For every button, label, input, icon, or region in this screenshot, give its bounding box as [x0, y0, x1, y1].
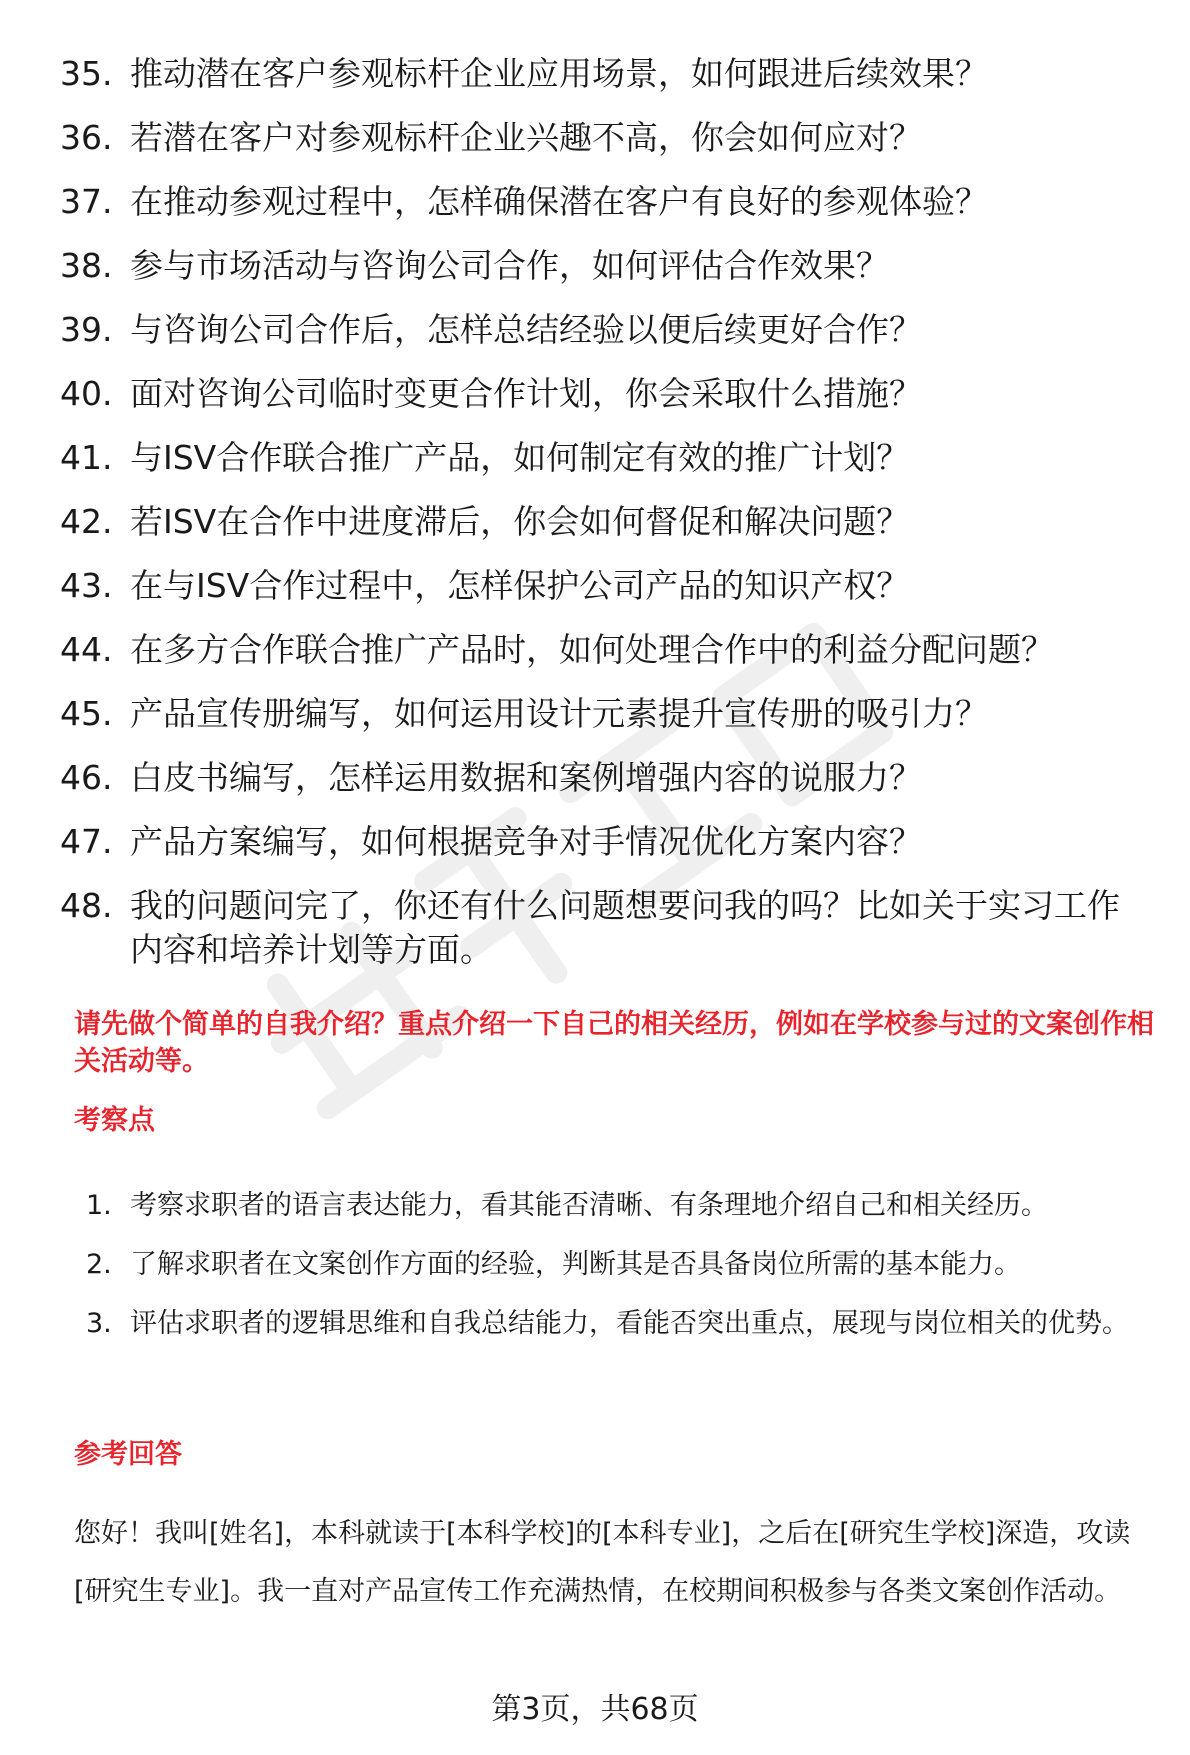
question-number: 36.: [60, 118, 113, 157]
question-number: 47.: [60, 822, 113, 861]
point-number: 2.: [86, 1249, 112, 1280]
kaocha-heading: 考察点: [74, 1105, 155, 1136]
question-text: 面对咨询公司临时变更合作计划，你会采取什么措施？: [130, 374, 922, 413]
question-item: [60, 756, 1150, 799]
question-text: 参与市场活动与咨询公司合作，如何评估合作效果？: [130, 246, 889, 285]
question-text: 若潜在客户对参观标杆企业兴趣不高，你会如何应对？: [130, 118, 922, 157]
question-item: [60, 884, 1150, 972]
question-text: 推动潜在客户参观标杆企业应用场景，如何跟进后续效果？: [130, 54, 988, 93]
question-number: 40.: [60, 374, 113, 413]
kaocha-point: [86, 1294, 1154, 1353]
kaocha-point-list: [86, 1176, 1154, 1353]
question-number: 46.: [60, 758, 113, 797]
question-item: [60, 52, 1150, 95]
question-item: [60, 116, 1150, 159]
question-number: 43.: [60, 566, 113, 605]
question-text: 产品宣传册编写，如何运用设计元素提升宣传册的吸引力？: [130, 694, 988, 733]
question-item: [60, 692, 1150, 735]
highlight-question: 请先做个简单的自我介绍？重点介绍一下自己的相关经历，例如在学校参与过的文案创作相关活动等。: [74, 1009, 1154, 1077]
question-text: 我的问题问完了，你还有什么问题想要问我的吗？比如关于实习工作内容和培养计划等方面。: [130, 886, 1120, 969]
cankao-heading: 参考回答: [74, 1439, 182, 1470]
point-number: 3.: [86, 1308, 112, 1339]
question-number: 42.: [60, 502, 113, 541]
question-text: 在与ISV合作过程中，怎样保护公司产品的知识产权？: [130, 566, 910, 605]
question-item: [60, 372, 1150, 415]
question-list: [60, 52, 1150, 993]
point-text: 考察求职者的语言表达能力，看其能否清晰、有条理地介绍自己和相关经历。: [130, 1190, 1048, 1221]
question-number: 48.: [60, 886, 113, 925]
question-text: 与咨询公司合作后，怎样总结经验以便后续更好合作？: [130, 310, 922, 349]
reference-answer: 您好！我叫[姓名]，本科就读于[本科学校]的[本科专业]，之后在[研究生学校]深造，攻读[研究生专业]。我一直对产品宣传工作充满热情，在校期间积极参与各类文案创作活动。: [74, 1518, 1131, 1607]
question-item: [60, 308, 1150, 351]
question-text: 若ISV在合作中进度滞后，你会如何督促和解决问题？: [130, 502, 910, 541]
kaocha-point: [86, 1176, 1154, 1235]
question-text: 在多方合作联合推广产品时，如何处理合作中的利益分配问题？: [130, 630, 1054, 669]
point-text: 评估求职者的逻辑思维和自我总结能力，看能否突出重点，展现与岗位相关的优势。: [130, 1308, 1129, 1339]
question-number: 45.: [60, 694, 113, 733]
question-number: 41.: [60, 438, 113, 477]
question-item: [60, 628, 1150, 671]
question-text: 产品方案编写，如何根据竞争对手情况优化方案内容？: [130, 822, 922, 861]
question-item: [60, 820, 1150, 863]
question-number: 37.: [60, 182, 113, 221]
question-item: [60, 500, 1150, 543]
question-item: [60, 436, 1150, 479]
question-text: 在推动参观过程中，怎样确保潜在客户有良好的参观体验？: [130, 182, 988, 221]
page-number: 第3页，共68页: [491, 1692, 699, 1727]
question-item: [60, 244, 1150, 287]
question-text: 与ISV合作联合推广产品，如何制定有效的推广计划？: [130, 438, 910, 477]
kaocha-point: [86, 1235, 1154, 1294]
question-item: [60, 180, 1150, 223]
question-number: 38.: [60, 246, 113, 285]
point-number: 1.: [86, 1190, 112, 1221]
question-number: 44.: [60, 630, 113, 669]
question-text: 白皮书编写，怎样运用数据和案例增强内容的说服力？: [130, 758, 922, 797]
point-text: 了解求职者在文案创作方面的经验，判断其是否具备岗位所需的基本能力。: [130, 1249, 1021, 1280]
question-number: 39.: [60, 310, 113, 349]
question-number: 35.: [60, 54, 113, 93]
question-item: [60, 564, 1150, 607]
